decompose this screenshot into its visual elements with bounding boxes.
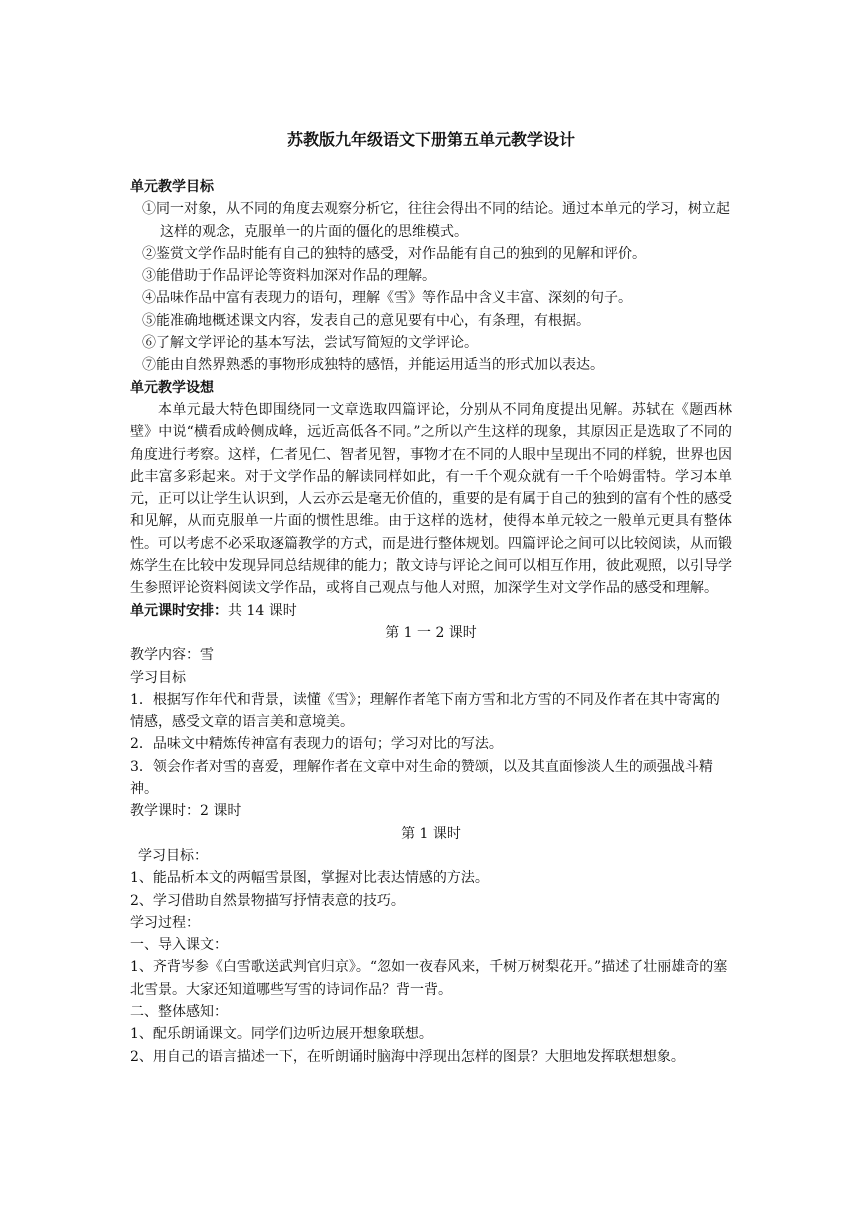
schedule-value: 共 14 课时 (228, 602, 297, 619)
step2-item: 1、配乐朗诵课文。同学们边听边展开想象联想。 (130, 1026, 433, 1043)
unit-goal-item: ③能借助于作品评论等资料加深对作品的理解。 (142, 268, 436, 285)
schedule-label: 单元课时安排： (130, 602, 228, 619)
lesson-block-heading: 第 1 一 2 课时 (385, 624, 477, 641)
unit-goals-list (130, 198, 732, 376)
period-goal-item: 1、能品析本文的两幅雪景图，掌握对比表达情感的方法。 (130, 870, 489, 887)
unit-goal-item: ④品味作品中富有表现力的语句，理解《雪》等作品中含义丰富、深刻的句子。 (142, 290, 632, 307)
period-goal-item: 2、学习借助自然景物描写抒情表意的技巧。 (130, 892, 405, 909)
unit-goal-item: ①同一对象，从不同的角度去观察分析它，往往会得出不同的结论。通过本单元的学习，树立起这样的观念，克服单一的片面的僵化的思维模式。 (142, 201, 730, 240)
unit-goal-item: ②鉴赏文学作品时能有自己的独特的感受，对作品能有自己的独到的见解和评价。 (142, 245, 646, 262)
unit-goal-item: ⑦能由自然界熟悉的事物形成独特的感悟，并能运用适当的形式加以表达。 (142, 357, 604, 374)
unit-design-paragraph: 本单元最大特色即围绕同一文章选取四篇评论，分别从不同角度提出见解。苏轼在《题西林壁》中说“横看成岭侧成峰，远近高低各不同。”之所以产生这样的现象，其原因正是选取了不同的角度进行考察。这样，仁者见仁、智者见智，事物才在不同的人眼中呈现出不同的样貌，世界也因此丰富多彩起来。对于文学作品的解读同样如此，有一千个观众就有一千个哈姆雷特。学习本单元，正可以让学生认识到，人云亦云是毫无价值的，重要的是有属于自己的独到的富有个性的感受和见解，从而克服单一片面的惯性思维。由于这样的选材，使得本单元较之一般单元更具有整体性。可以考虑不必采取逐篇教学的方式，而是进行整体规划。四篇评论之间可以比较阅读，从而锻炼学生在比较中发现异同总结规律的能力；散文诗与评论之间可以相互作用，彼此观照，以引导学生参照评论资料阅读文学作品，或将自己观点与他人对照，加深学生对文学作品的感受和理解。 (130, 401, 732, 597)
lesson-goal-item: 3．领会作者对雪的喜爱，理解作者在文章中对生命的赞颂，以及其直面惨淡人生的顽强战斗精神。 (130, 758, 713, 798)
step1-item: 1、齐背岑参《白雪歌送武判官归京》。“忽如一夜春风来，千树万树梨花开。”描述了壮丽雄奇的塞北雪景。大家还知道哪些写雪的诗词作品？背一背。 (130, 959, 728, 998)
step2-item: 2、用自己的语言描述一下，在听朗诵时脑海中浮现出怎样的图景？大胆地发挥联想想象。 (130, 1048, 685, 1065)
document-body (130, 128, 732, 1068)
schedule-line (130, 600, 732, 622)
process-label: 学习过程： (130, 914, 200, 931)
document-title: 苏教版九年级语文下册第五单元教学设计 (286, 130, 575, 149)
lesson-content: 教学内容：雪 (130, 647, 214, 664)
lesson-goal-item: 2．品味文中精炼传神富有表现力的语句；学习对比的写法。 (130, 736, 503, 753)
period-goals-label: 学习目标： (138, 847, 208, 864)
unit-goals-heading: 单元教学目标 (130, 179, 214, 195)
unit-design-heading: 单元教学设想 (130, 379, 214, 396)
step1-label: 一、导入课文： (130, 937, 228, 954)
lesson-goal-item: 1．根据写作年代和背景，读懂《雪》；理解作者笔下南方雪和北方雪的不同及作者在其中寄寓的情感，感受文章的语言美和意境美。 (130, 691, 720, 731)
step2-label: 二、整体感知： (130, 1003, 228, 1020)
unit-goal-item: ⑥了解文学评论的基本写法，尝试写简短的文学评论。 (142, 335, 478, 352)
period-one-heading: 第 1 课时 (401, 825, 461, 842)
unit-goal-item: ⑤能准确地概述课文内容，发表自己的意见要有中心，有条理，有根据。 (142, 312, 590, 329)
lesson-hours: 教学课时：2 课时 (130, 803, 242, 820)
lesson-goals-label: 学习目标 (130, 669, 186, 686)
